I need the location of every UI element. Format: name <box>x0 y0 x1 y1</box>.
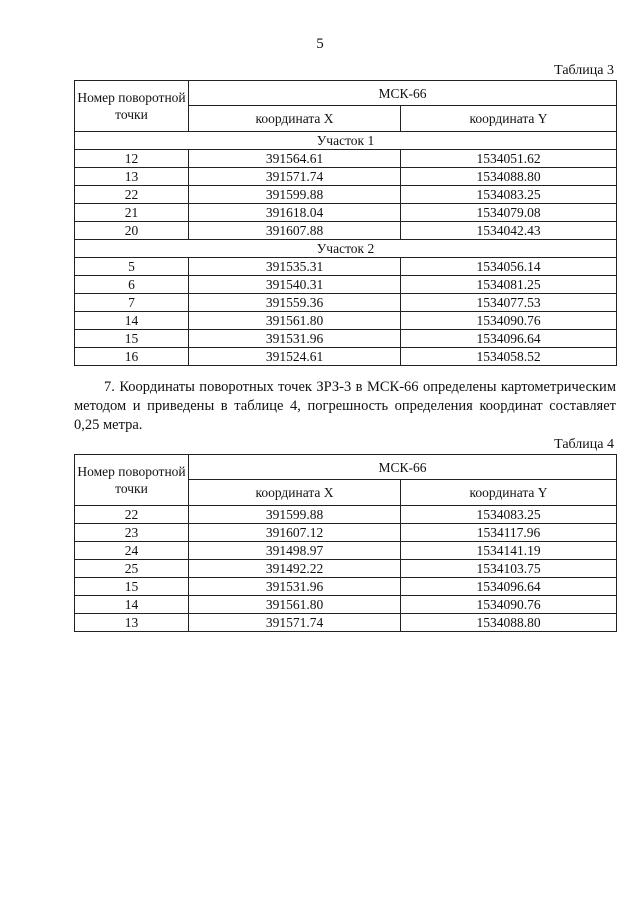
table-row <box>75 204 617 222</box>
header-coordinate-x: координата X <box>189 480 401 506</box>
coordinate-y-cell: 1534083.25 <box>401 186 617 204</box>
header-coordinate-y: координата Y <box>401 106 617 132</box>
point-number-cell: 14 <box>75 312 189 330</box>
coordinate-x-cell: 391531.96 <box>189 330 401 348</box>
coordinate-y-cell: 1534088.80 <box>401 168 617 186</box>
coordinate-x-cell: 391561.80 <box>189 312 401 330</box>
point-number-cell: 16 <box>75 348 189 366</box>
point-number-cell: 7 <box>75 294 189 312</box>
section-row <box>75 132 617 150</box>
table-row <box>75 578 617 596</box>
table-row <box>75 614 617 632</box>
point-number-cell: 24 <box>75 542 189 560</box>
coordinate-x-cell: 391498.97 <box>189 542 401 560</box>
table-4-body <box>75 506 617 632</box>
coordinate-y-cell: 1534090.76 <box>401 312 617 330</box>
table-row <box>75 348 617 366</box>
coordinate-y-cell: 1534096.64 <box>401 578 617 596</box>
coordinate-x-cell: 391540.31 <box>189 276 401 294</box>
coordinate-x-cell: 391561.80 <box>189 596 401 614</box>
coordinate-y-cell: 1534090.76 <box>401 596 617 614</box>
point-number-cell: 15 <box>75 330 189 348</box>
table-row <box>75 330 617 348</box>
table-row <box>75 150 617 168</box>
point-number-cell: 21 <box>75 204 189 222</box>
coordinate-x-cell: 391492.22 <box>189 560 401 578</box>
coordinate-y-cell: 1534088.80 <box>401 614 617 632</box>
coordinate-x-cell: 391559.36 <box>189 294 401 312</box>
coordinate-y-cell: 1534141.19 <box>401 542 617 560</box>
table-row <box>75 524 617 542</box>
coordinate-x-cell: 391571.74 <box>189 614 401 632</box>
point-number-cell: 5 <box>75 258 189 276</box>
coordinate-y-cell: 1534077.53 <box>401 294 617 312</box>
point-number-cell: 15 <box>75 578 189 596</box>
point-number-cell: 22 <box>75 506 189 524</box>
point-number-cell: 14 <box>75 596 189 614</box>
section-title: Участок 1 <box>75 132 617 150</box>
section-row <box>75 240 617 258</box>
coordinate-x-cell: 391618.04 <box>189 204 401 222</box>
header-coordinate-system: МСК-66 <box>189 81 617 106</box>
coordinate-x-cell: 391524.61 <box>189 348 401 366</box>
point-number-cell: 25 <box>75 560 189 578</box>
coordinate-y-cell: 1534058.52 <box>401 348 617 366</box>
coordinate-y-cell: 1534117.96 <box>401 524 617 542</box>
coordinate-y-cell: 1534079.08 <box>401 204 617 222</box>
point-number-cell: 23 <box>75 524 189 542</box>
section-title: Участок 2 <box>75 240 617 258</box>
header-point-number: Номер поворотной точки <box>75 81 189 132</box>
coordinate-y-cell: 1534056.14 <box>401 258 617 276</box>
table-4-caption: Таблица 4 <box>554 437 614 452</box>
table-3-caption: Таблица 3 <box>554 63 614 78</box>
page-number: 5 <box>316 36 324 52</box>
point-number-cell: 13 <box>75 614 189 632</box>
table-3-body <box>75 132 617 366</box>
table-row <box>75 560 617 578</box>
point-number-cell: 22 <box>75 186 189 204</box>
point-number-cell: 13 <box>75 168 189 186</box>
point-number-cell: 20 <box>75 222 189 240</box>
table-row <box>75 186 617 204</box>
point-number-cell: 6 <box>75 276 189 294</box>
table-row <box>75 258 617 276</box>
paragraph-7: 7. Координаты поворотных точек ЗРЗ-3 в МСК-66 определены картометрическим методом и приведены в таблице 4, погрешность определения координат составляет 0,25 метра. <box>74 379 616 433</box>
coordinate-x-cell: 391571.74 <box>189 168 401 186</box>
table-row <box>75 168 617 186</box>
header-coordinate-system: МСК-66 <box>189 455 617 480</box>
header-coordinate-x: координата X <box>189 106 401 132</box>
point-number-cell: 12 <box>75 150 189 168</box>
table-row <box>75 506 617 524</box>
coordinate-y-cell: 1534081.25 <box>401 276 617 294</box>
coordinate-x-cell: 391607.88 <box>189 222 401 240</box>
coordinate-y-cell: 1534083.25 <box>401 506 617 524</box>
table-row <box>75 596 617 614</box>
table-row <box>75 312 617 330</box>
header-coordinate-y: координата Y <box>401 480 617 506</box>
table-row <box>75 542 617 560</box>
coordinate-x-cell: 391607.12 <box>189 524 401 542</box>
table-row <box>75 294 617 312</box>
table-row <box>75 276 617 294</box>
coordinates-table-3 <box>74 80 617 366</box>
coordinate-y-cell: 1534103.75 <box>401 560 617 578</box>
coordinate-x-cell: 391535.31 <box>189 258 401 276</box>
coordinate-y-cell: 1534096.64 <box>401 330 617 348</box>
coordinates-table-4 <box>74 454 617 632</box>
header-point-number: Номер поворотной точки <box>75 455 189 506</box>
coordinate-x-cell: 391599.88 <box>189 186 401 204</box>
table-row <box>75 222 617 240</box>
coordinate-x-cell: 391564.61 <box>189 150 401 168</box>
coordinate-y-cell: 1534051.62 <box>401 150 617 168</box>
coordinate-x-cell: 391599.88 <box>189 506 401 524</box>
coordinate-x-cell: 391531.96 <box>189 578 401 596</box>
coordinate-y-cell: 1534042.43 <box>401 222 617 240</box>
